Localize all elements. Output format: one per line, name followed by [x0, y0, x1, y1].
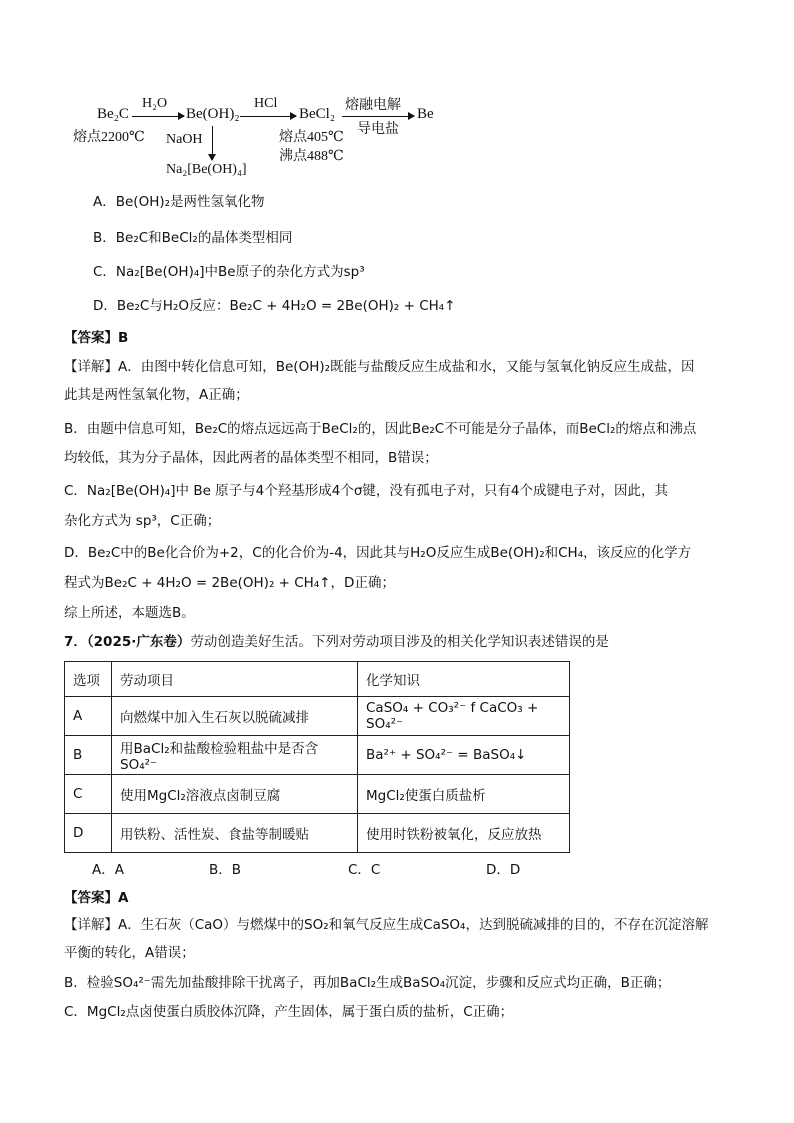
table-cell: C	[65, 775, 112, 814]
table-cell: A	[65, 697, 112, 736]
q6-detail-line-3: B．由题中信息可知，Be₂C的熔点远远高于BeCl₂的，因此Be₂C不可能是分子晶体，而BeCl₂的熔点和沸点	[64, 421, 697, 437]
q6-detail-line-4: 均较低，其为分子晶体，因此两者的晶体类型不相同，B错误；	[64, 450, 438, 466]
choice-b: B．B	[209, 862, 242, 878]
q7-detail-line-1: 【详解】A．生石灰（CaO）与燃煤中的SO₂和氧气反应生成CaSO₄，达到脱硫减排的目的，不存在沉淀溶解	[64, 917, 709, 933]
q7-stem-text: 劳动创造美好生活。下列对劳动项目涉及的相关化学知识表述错误的是	[190, 634, 609, 650]
table-row	[65, 697, 570, 736]
arrow-to-be	[342, 116, 414, 117]
be-label: Be	[417, 106, 434, 122]
beoh2-label: Be(OH)₂	[186, 106, 240, 122]
table-cell: D	[65, 814, 112, 853]
q7-number: 7．	[64, 634, 87, 650]
table-header-cell: 劳动项目	[112, 662, 358, 697]
be2c-melting-point: 熔点2200℃	[73, 130, 145, 145]
q7-table	[64, 661, 570, 853]
electrolysis-label: 熔融电解	[345, 98, 401, 113]
option-d: D．Be₂C与H₂O反应：Be₂C + 4H₂O = 2Be(OH)₂ + CH₄↑	[93, 298, 456, 314]
q6-detail-line-9: 综上所述，本题选B。	[64, 605, 195, 621]
h2o-reagent: H₂O	[142, 96, 168, 111]
table-header-row	[65, 662, 570, 697]
table-cell: 用铁粉、活性炭、食盐等制暖贴	[112, 814, 358, 853]
product-label: Na₂[Be(OH)₄]	[166, 162, 247, 177]
table-header-cell: 化学知识	[358, 662, 570, 697]
q6-detail-line-2: 此其是两性氢氧化物，A正确；	[64, 387, 249, 403]
conductive-salt-label: 导电盐	[357, 122, 399, 137]
q7-detail-line-2: 平衡的转化，A错误；	[64, 945, 195, 961]
option-c: C．Na₂[Be(OH)₄]中Be原子的杂化方式为sp³	[93, 264, 365, 280]
table-cell: 使用时铁粉被氧化，反应放热	[358, 814, 570, 853]
table-cell: MgCl₂使蛋白质盐析	[358, 775, 570, 814]
q6-detail-line-5: C．Na₂[Be(OH)₄]中 Be 原子与4个羟基形成4个σ键，没有孤电子对，只有4个成键电子对，因此，其	[64, 483, 669, 499]
table-row	[65, 814, 570, 853]
option-b: B．Be₂C和BeCl₂的晶体类型相同	[93, 230, 293, 246]
arrow-to-product	[212, 126, 213, 160]
table-cell: 用BaCl₂和盐酸检验粗盐中是否含SO₄²⁻	[112, 736, 358, 775]
q6-detail-line-7: D．Be₂C中的Be化合价为+2，C的化合价为-4，因此其与H₂O反应生成Be(OH)₂和CH₄，该反应的化学方	[64, 545, 692, 561]
be2c-label: Be₂C	[97, 106, 129, 122]
q6-detail-line-6: 杂化方式为 sp³，C正确；	[64, 513, 221, 529]
table-row	[65, 775, 570, 814]
choice-c: C．C	[348, 862, 381, 878]
arrow-to-becl2	[240, 116, 296, 117]
becl2-boiling-point: 沸点488℃	[279, 149, 344, 164]
table-cell: CaSO₄ + CO₃²⁻ f CaCO₃ + SO₄²⁻	[358, 697, 570, 736]
becl2-melting-point: 熔点405℃	[279, 130, 344, 145]
q7-answer: 【答案】A	[64, 890, 129, 906]
q6-detail-line-1: 【详解】A．由图中转化信息可知，Be(OH)₂既能与盐酸反应生成盐和水，又能与氢氧化钠反应生成盐，因	[64, 359, 695, 375]
choice-d: D．D	[486, 862, 521, 878]
becl2-label: BeCl₂	[299, 106, 336, 122]
table-header-cell: 选项	[65, 662, 112, 697]
table-cell: 向燃煤中加入生石灰以脱硫减排	[112, 697, 358, 736]
q6-answer: 【答案】B	[64, 330, 129, 346]
arrow-to-beoh2	[132, 116, 184, 117]
table-row	[65, 736, 570, 775]
table-cell: 使用MgCl₂溶液点卤制豆腐	[112, 775, 358, 814]
q7-source: （2025·广东卷）	[86, 634, 191, 650]
table-cell: B	[65, 736, 112, 775]
hcl-reagent: HCl	[254, 96, 278, 111]
q7-detail-line-3: B．检验SO₄²⁻需先加盐酸排除干扰离子，再加BaCl₂生成BaSO₄沉淀，步骤和反应式均正确，B正确；	[64, 975, 671, 991]
q7-stem	[64, 632, 609, 652]
q7-detail-line-4: C．MgCl₂点卤使蛋白质胶体沉降，产生固体，属于蛋白质的盐析，C正确；	[64, 1004, 514, 1020]
naoh-reagent: NaOH	[166, 132, 203, 147]
q6-detail-line-8: 程式为Be₂C + 4H₂O = 2Be(OH)₂ + CH₄↑，D正确；	[64, 575, 395, 591]
option-a: A．Be(OH)₂是两性氢氧化物	[93, 194, 265, 210]
table-cell: Ba²⁺ + SO₄²⁻ = BaSO₄↓	[358, 736, 570, 775]
choice-a: A．A	[92, 862, 124, 878]
